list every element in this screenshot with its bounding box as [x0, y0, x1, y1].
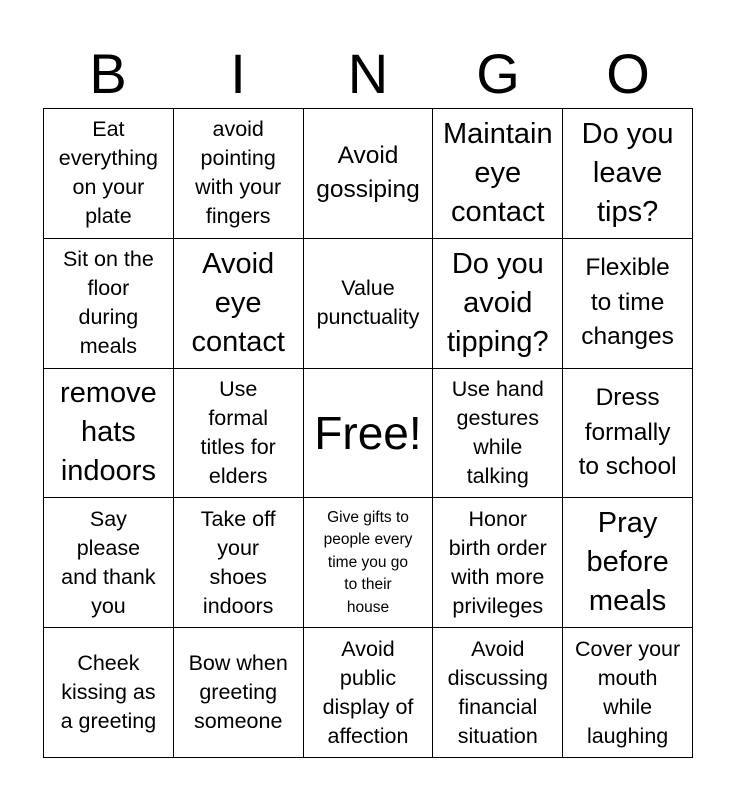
bingo-cell[interactable] — [174, 239, 304, 369]
bingo-cell[interactable] — [433, 239, 563, 369]
bingo-cell[interactable] — [174, 628, 304, 758]
free-space-label: Free! — [314, 406, 422, 459]
bingo-board — [43, 108, 693, 758]
bingo-cell[interactable] — [563, 109, 693, 239]
bingo-cell[interactable] — [563, 498, 693, 628]
cell-text: Honor birth order with more privileges — [448, 506, 547, 618]
bingo-cell[interactable] — [433, 498, 563, 628]
cell-text: Avoid public display of affection — [322, 636, 414, 748]
bingo-cell[interactable] — [304, 239, 434, 369]
cell-text: remove hats indoors — [60, 377, 157, 488]
bingo-cell[interactable] — [174, 369, 304, 499]
bingo-cell[interactable] — [433, 109, 563, 239]
cell-text: Maintain eye contact — [442, 117, 553, 228]
bingo-cell[interactable] — [563, 239, 693, 369]
cell-text: Cheek kissing as a greeting — [60, 651, 157, 734]
bingo-cell[interactable] — [174, 498, 304, 628]
cell-text: Flexible to time changes — [581, 254, 674, 351]
header-letter-o: O — [606, 42, 650, 105]
cell-text: Dress formally to school — [578, 384, 677, 481]
header-letter-n: N — [347, 42, 389, 105]
cell-text: Do you leave tips? — [581, 117, 674, 228]
bingo-cell[interactable] — [174, 109, 304, 239]
header-letter-b: B — [89, 42, 127, 105]
bingo-header — [43, 40, 693, 108]
cell-text: Value punctuality — [316, 276, 420, 330]
cell-text: Sit on the floor during meals — [62, 247, 154, 359]
cell-text: Avoid discussing financial situation — [447, 636, 548, 748]
bingo-cell[interactable] — [433, 628, 563, 758]
cell-text: Do you avoid tipping? — [446, 247, 549, 358]
cell-text: Avoid gossiping — [316, 141, 420, 204]
bingo-cell[interactable] — [44, 239, 174, 369]
cell-text: Take off your shoes indoors — [200, 506, 276, 618]
cell-text: Cover your mouth while laughing — [575, 636, 681, 748]
bingo-cell[interactable] — [44, 628, 174, 758]
cell-text: Use formal titles for elders — [200, 376, 276, 488]
bingo-cell[interactable] — [433, 369, 563, 499]
bingo-cell[interactable] — [44, 369, 174, 499]
bingo-cell[interactable] — [44, 498, 174, 628]
cell-text: Use hand gestures while talking — [451, 376, 544, 488]
bingo-cell[interactable] — [563, 628, 693, 758]
bingo-cell[interactable] — [44, 109, 174, 239]
cell-text: Avoid eye contact — [191, 247, 285, 358]
cell-text: avoid pointing with your fingers — [195, 117, 282, 229]
bingo-cell[interactable] — [304, 628, 434, 758]
cell-text: Bow when greeting someone — [188, 651, 288, 734]
cell-text: Pray before meals — [586, 507, 669, 618]
cell-text: Give gifts to people every time you go to their house — [323, 508, 413, 616]
cell-text: Eat everything on your plate — [58, 117, 158, 229]
header-letter-i: I — [230, 42, 246, 105]
cell-text: Say please and thank you — [61, 506, 156, 618]
bingo-cell[interactable] — [563, 369, 693, 499]
bingo-cell[interactable] — [304, 109, 434, 239]
free-space[interactable] — [304, 369, 434, 499]
header-letter-g: G — [476, 42, 520, 105]
bingo-cell[interactable] — [304, 498, 434, 628]
